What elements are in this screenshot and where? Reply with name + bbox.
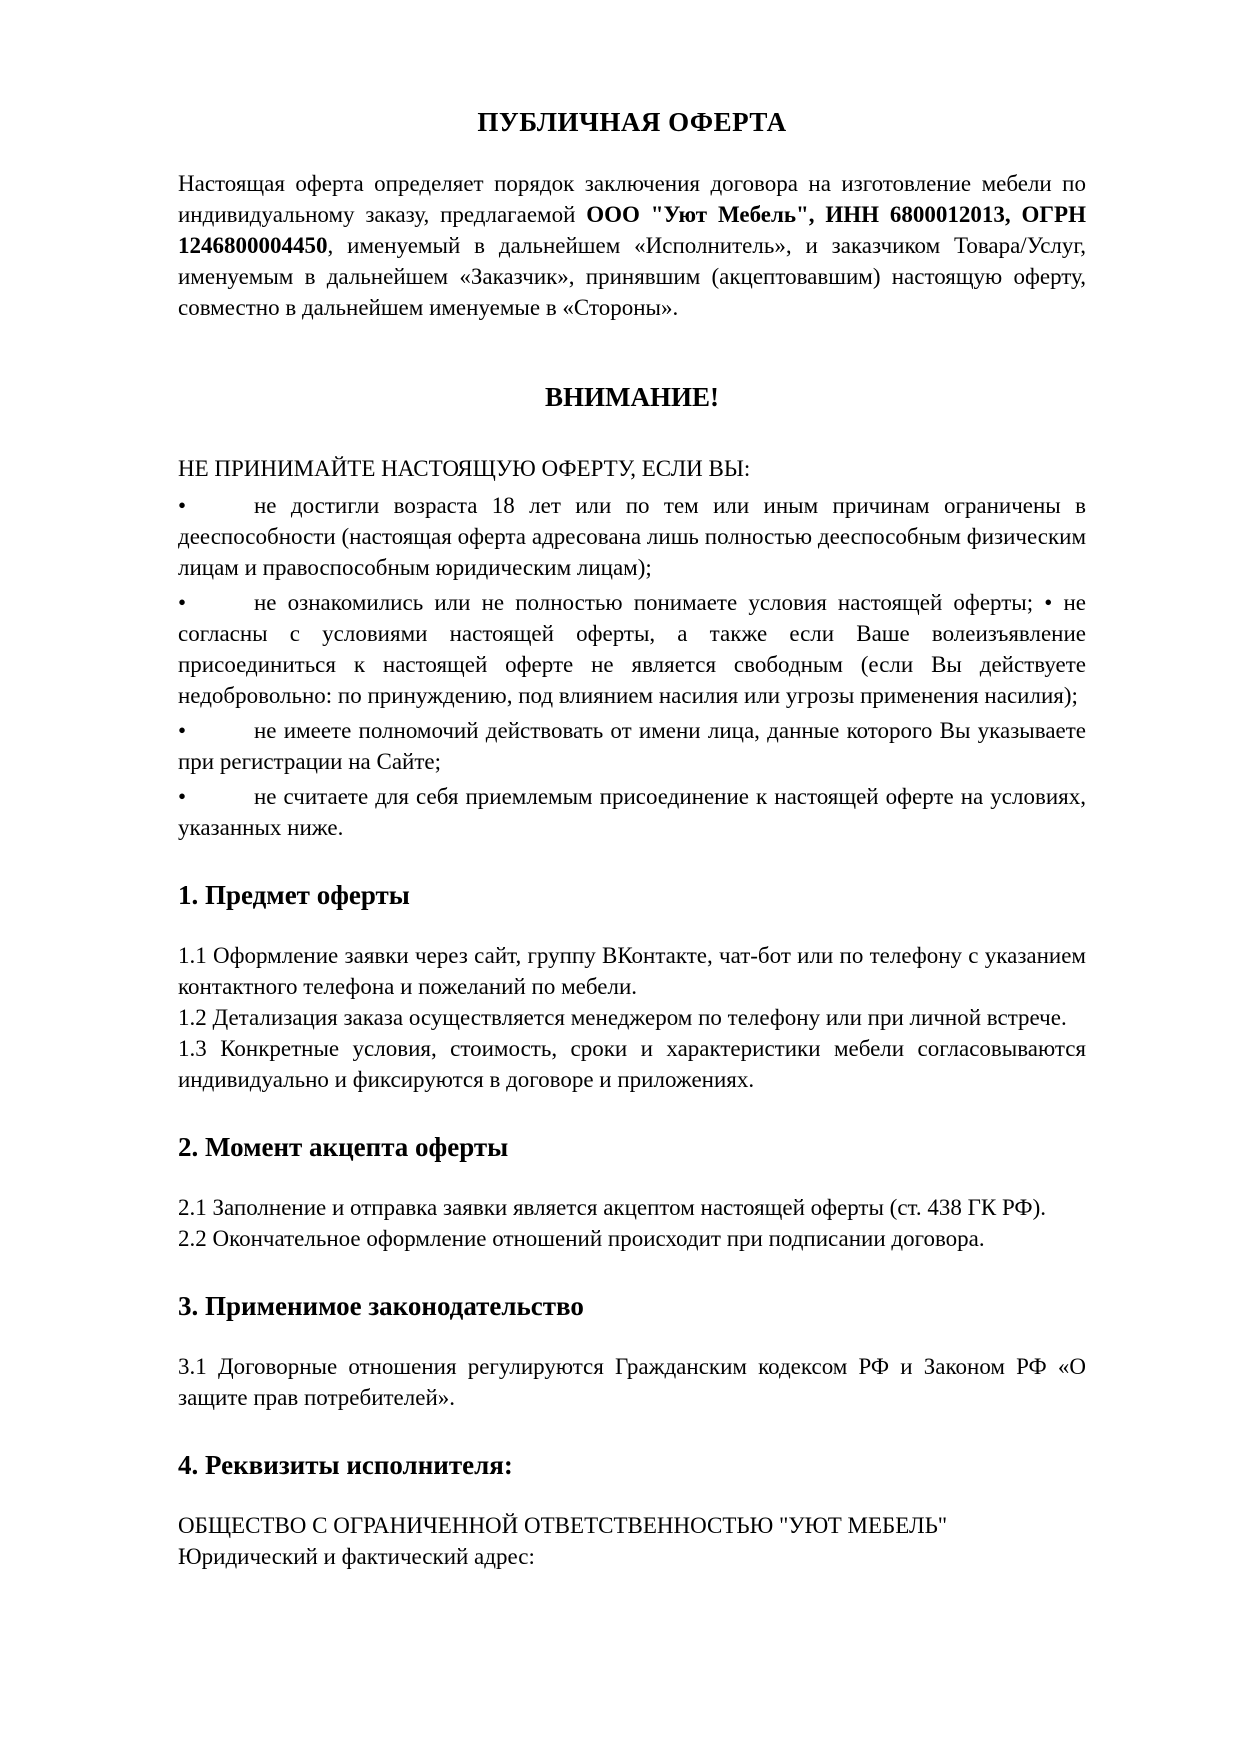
attention-heading: ВНИМАНИЕ! (545, 382, 719, 412)
bullet-text: не имеете полномочий действовать от имени лица, данные которого Вы указываете при регистрации на Сайте; (178, 718, 1086, 774)
section-acceptance (178, 1129, 1086, 1254)
bullet-item (178, 587, 1086, 711)
section-paragraph: ОБЩЕСТВО С ОГРАНИЧЕННОЙ ОТВЕТСТВЕННОСТЬЮ "УЮТ МЕБЕЛЬ" (178, 1513, 948, 1538)
section-body (178, 1192, 1086, 1254)
bullet-item (178, 781, 1086, 843)
section-paragraph: 3.1 Договорные отношения регулируются Гражданским кодексом РФ и Законом РФ «О защите прав потребителей». (178, 1354, 1086, 1410)
section-law (178, 1288, 1086, 1413)
section-heading: 2. Момент акцепта оферты (178, 1132, 509, 1162)
section-paragraph: Юридический и фактический адрес: (178, 1544, 535, 1569)
bullet-text: не считаете для себя приемлемым присоединение к настоящей оферте на условиях, указанных ниже. (178, 784, 1086, 840)
section-subject (178, 877, 1086, 1095)
section-paragraph: 2.2 Окончательное оформление отношений происходит при подписании договора. (178, 1226, 985, 1251)
bullet-marker: • (178, 784, 187, 809)
section-heading: 3. Применимое законодательство (178, 1291, 584, 1321)
intro-text-start: Настоящая оферта определяет порядок заключения договора на изготовление мебели по индивидуальному заказу, предлагаемой (178, 171, 1086, 227)
intro-text-end: , именуемый в дальнейшем «Исполнитель», и заказчиком Товара/Услуг, именуемым в дальнейшем «Заказчик», принявшим (акцептовавшим) настоящую оферту, совместно в дальнейшем именуемые в «Стороны». (178, 233, 1086, 320)
company-requisites-bold: ООО "Уют Мебель", ИНН 6800012013, ОГРН 1246800004450 (178, 202, 1086, 258)
bullet-text: не достигли возраста 18 лет или по тем или иным причинам ограничены в дееспособности (настоящая оферта адресована лишь полностью дееспособным физическим лицам и правоспособным юридическим лицам); (178, 493, 1086, 580)
section-paragraph: 2.1 Заполнение и отправка заявки является акцептом настоящей оферты (ст. 438 ГК РФ). (178, 1195, 1046, 1220)
intro-paragraph (178, 168, 1086, 323)
section-paragraph: 1.2 Детализация заказа осуществляется менеджером по телефону или при личной встрече. (178, 1005, 1067, 1030)
bullet-marker: • (178, 590, 187, 615)
section-body (178, 940, 1086, 1095)
bullet-text: не ознакомились или не полностью понимаете условия настоящей оферты; • не согласны с условиями настоящей оферты, а также если Ваше волеизъявление присоединиться к настоящей оферте не является свободным (если Вы действуете недобровольно: по принуждению, под влиянием насилия или угрозы применения насилия); (178, 590, 1086, 708)
section-heading: 4. Реквизиты исполнителя: (178, 1450, 513, 1480)
bullet-marker: • (178, 718, 187, 743)
bullet-marker: • (178, 493, 187, 518)
section-paragraph: 1.3 Конкретные условия, стоимость, сроки и характеристики мебели согласовываются индивидуально и фиксируются в договоре и приложениях. (178, 1036, 1086, 1092)
section-requisites (178, 1447, 1086, 1572)
document-title: ПУБЛИЧНАЯ ОФЕРТА (477, 107, 787, 137)
bullet-item (178, 715, 1086, 777)
section-heading: 1. Предмет оферты (178, 880, 410, 910)
section-body (178, 1510, 1086, 1572)
attention-lead: НЕ ПРИНИМАЙТЕ НАСТОЯЩУЮ ОФЕРТУ, ЕСЛИ ВЫ: (178, 456, 751, 481)
bullet-item (178, 490, 1086, 583)
section-paragraph: 1.1 Оформление заявки через сайт, группу ВКонтакте, чат-бот или по телефону с указанием контактного телефона и пожеланий по мебели. (178, 943, 1086, 999)
section-body (178, 1351, 1086, 1413)
